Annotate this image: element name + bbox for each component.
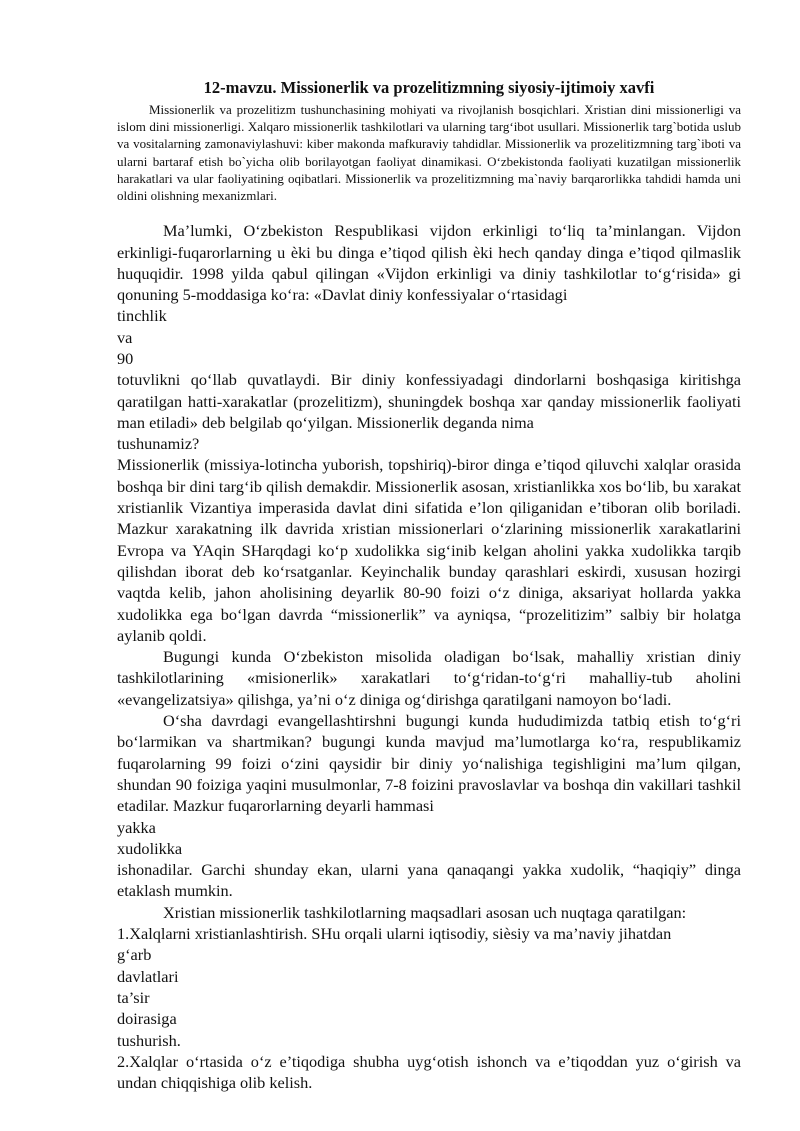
topic-abstract: Missionerlik va prozelitizm tushunchasining mohiyati va rivojlanish bosqichlari. Xristian dini missionerligi va islom dini missionerligi. Xalqaro missionerlik tashkilotlari va ularning targ‘ibot usullari. Missionerlik targ`botida uslub va vositalarning zamonaviylashuvi: kiber makonda mafkuraviy tahdidlar. Missionerlik va prozelitizmning targ`iboti va ularni bartaraf etish bo`yicha olib borilayotgan faoliyat dinamikasi. O‘zbekistonda faoliyati kuzatilgan missionerlik harakatlari va ular faoliyatining oqibatlari. Missionerlik va prozelitizmning ma`naviy barqarorlikka tahdidi hamda uni oldini olishning mexanizmlari. bbox=[117, 102, 741, 204]
paragraph: tushunamiz? bbox=[117, 434, 200, 454]
paragraph: yakka bbox=[117, 817, 156, 837]
paragraph: 90 bbox=[117, 349, 134, 368]
paragraph: Ma’lumki, O‘zbekiston Respublikasi vijdon erkinligi to‘liq ta’minlangan. Vijdon erkinligi-fuqarorlarning u èki bu dinga e’tiqod qilish èki hech qanday dinga e’tiqod qilmaslik huquqidir. 1998 yilda qabul qilingan «Vijdon erkinligi va diniy tashkilotlar to‘g‘risida» gi qonuning 5-moddasiga ko‘ra: «Davlat diniy konfessiyalar o‘rtasidagi bbox=[117, 221, 741, 305]
paragraph: O‘sha davrdagi evangellashtirshni bugungi kunda hududimizda tatbiq etish to‘g‘ri bo‘larmikan va shartmikan? bugungi kunda mavjud ma’lumotlarga ko‘ra, respublikamiz fuqarolarning 99 foizi o‘zini qaysidir bir diniy yo‘nalishiga tegishligini ma’lum qilgan, shundan 90 foiziga yaqini musulmonlar, 7-8 foizini pravoslavlar va boshqa din vakillari tashkil etadilar. Mazkur fuqarorlarning deyarli hammasi bbox=[117, 711, 741, 816]
paragraph: va bbox=[117, 327, 133, 347]
document-body bbox=[117, 220, 741, 1093]
paragraph: tushurish. bbox=[117, 1030, 181, 1050]
paragraph: totuvlikni qo‘llab quvatlaydi. Bir diniy konfessiyadagi dindorlarni boshqasiga kiritishga qaratilgan hatti-xarakatlar (prozelitizm), shuningdek boshqa xar qanday missionerlik faoliyati man etiladi» deb belgilab qo‘yilgan. Missionerlik deganda nima bbox=[117, 370, 741, 432]
document-page bbox=[117, 78, 741, 1093]
paragraph: ishonadilar. Garchi shunday ekan, ularni yana qanaqangi yakka xudolik, “haqiqiy” dinga etaklash mumkin. bbox=[117, 860, 741, 901]
paragraph: ta’sir bbox=[117, 987, 150, 1007]
paragraph: Bugungi kunda O‘zbekiston misolida oladigan bo‘lsak, mahalliy xristian diniy tashkilotlarining «misionerlik» xarakatlari to‘g‘ridan-to‘g‘ri mahalliy-tub aholini «evangelizatsiya» qilishga, ya’ni o‘z diniga og‘dirishga qaratilgani namoyon bo‘ladi. bbox=[117, 647, 741, 709]
paragraph: 1.Xalqlarni xristianlashtirish. SHu orqali ularni iqtisodiy, sièsiy va ma’naviy jihatdan bbox=[117, 924, 672, 944]
document-title: 12-mavzu. Missionerlik va prozelitizmning siyosiy-ijtimoiy xavfi bbox=[203, 78, 655, 97]
paragraph: 2.Xalqlar o‘rtasida o‘z e’tiqodiga shubha uyg‘otish ishonch va e’tiqoddan yuz o‘girish va undan chiqqishiga olib kelish. bbox=[117, 1051, 741, 1093]
paragraph: Missionerlik (missiya-lotincha yuborish, topshiriq)-biror dinga e’tiqod qiluvchi xalqlar orasida boshqa bir dini targ‘ib qilish demakdir. Missionerlik asosan, xristianlikka xos bo‘lib, bu xarakat xristianlik Vizantiya imperasida davlat dini sifatida e’lon qiliganidan e’tiboran olib boriladi. Mazkur xarakatning ilk davrida xristian missionerlari o‘zlarining missionerlik xarakatlarini Evropa va YAqin SHarqdagi ko‘p xudolikka sig‘inib kelgan aholini yakka xudolikka tarqib qilishdan iborat deb ko‘rsatganlar. Keyinchalik bunday qarashlari eskirdi, xususan hozirgi vaqtda kelib, jahon aholisining deyarlik 80-90 foizi o‘z diniga, aksariyat hollarda yakka xudolikka ega bo‘lgan davrda “missionerlik” va ayniqsa, “prozelitizim” salbiy bir holatga aylanib qoldi. bbox=[117, 455, 741, 645]
paragraph: xudolikka bbox=[117, 838, 183, 858]
paragraph: tinchlik bbox=[117, 306, 167, 326]
paragraph: Xristian missionerlik tashkilotlarning maqsadlari asosan uch nuqtaga qaratilgan: bbox=[163, 902, 687, 922]
paragraph: doirasiga bbox=[117, 1009, 177, 1029]
paragraph: davlatlari bbox=[117, 966, 179, 986]
paragraph: g‘arb bbox=[117, 945, 152, 965]
